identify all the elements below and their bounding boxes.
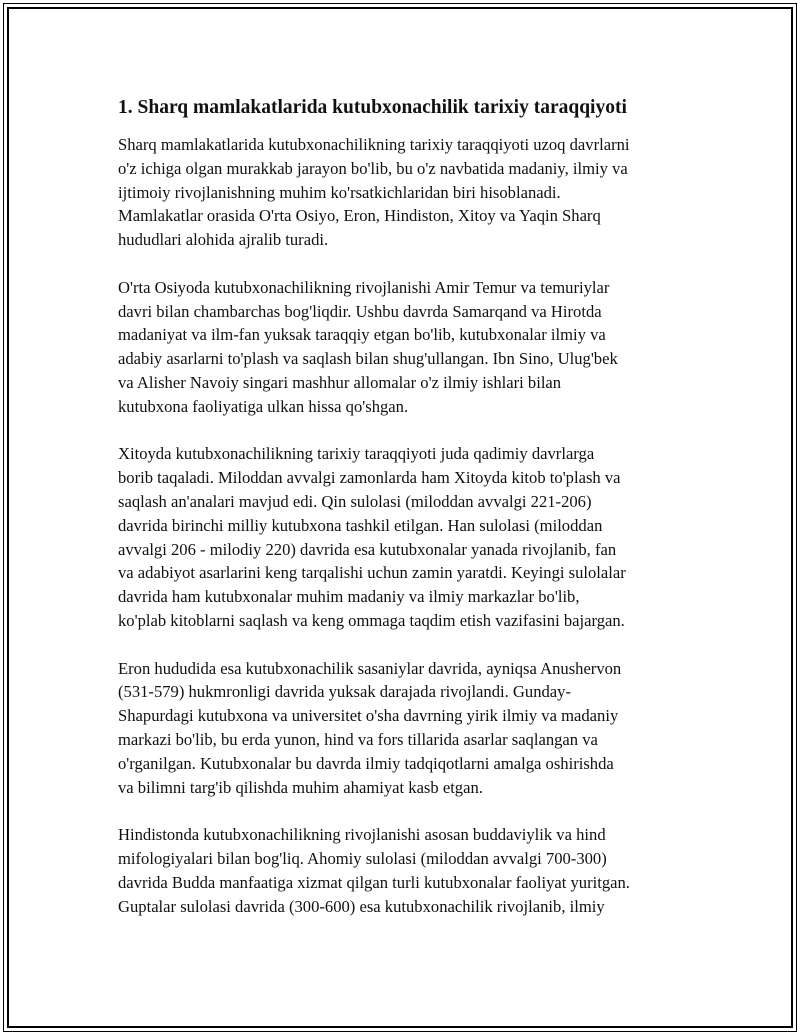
text-line: kutubxona faoliyatiga ulkan hissa qo'shgan. (118, 396, 409, 416)
text-line: O'rta Osiyoda kutubxonachilikning rivojlanishi Amir Temur va temuriylar (118, 277, 610, 297)
text-line: Eron hududida esa kutubxonachilik sasaniylar davrida, ayniqsa Anushervon (118, 658, 622, 678)
text-line: (531-579) hukmronligi davrida yuksak darajada rivojlandi. Gunday- (118, 682, 571, 702)
document-body (118, 96, 694, 942)
text-line: va bilimni targ'ib qilishda muhim ahamiyat kasb etgan. (118, 777, 483, 797)
paragraph (118, 657, 694, 800)
paragraph (118, 823, 694, 918)
text-line: mifologiyalari bilan bog'liq. Ahomiy sulolasi (miloddan avvalgi 700-300) (118, 848, 607, 868)
text-line: adabiy asarlarni to'plash va saqlash bilan shug'ullangan. Ibn Sino, Ulug'bek (118, 349, 618, 369)
text-line: Xitoyda kutubxonachilikning tarixiy taraqqiyoti juda qadimiy davrlarga (118, 444, 595, 464)
text-line: madaniyat va ilm-fan yuksak taraqqiy etgan bo'lib, kutubxonalar ilmiy va (118, 325, 606, 345)
text-line: markazi bo'lib, bu erda yunon, hind va fors tillarida asarlar saqlangan va (118, 729, 598, 749)
text-line: Sharq mamlakatlarida kutubxonachilikning tarixiy taraqqiyoti uzoq davrlarni (118, 135, 630, 154)
text-line: hududlari alohida ajralib turadi. (118, 230, 329, 250)
text-line: va adabiyot asarlarini keng tarqalishi uchun zamin yaratdi. Keyingi sulolalar (118, 563, 626, 583)
paragraph (118, 133, 694, 252)
text-line: borib taqaladi. Miloddan avvalgi zamonlarda ham Xitoyda kitob to'plash va (118, 468, 621, 488)
text-line: Mamlakatlar orasida O'rta Osiyo, Eron, Hindiston, Xitoy va Yaqin Sharq (118, 206, 601, 226)
text-line: davrida birinchi milliy kutubxona tashkil etilgan. Han sulolasi (miloddan (118, 515, 603, 535)
text-line: o'z ichiga olgan murakkab jarayon bo'lib, bu o'z navbatida madaniy, ilmiy va (118, 158, 628, 178)
text-line: Hindistonda kutubxonachilikning rivojlanishi asosan buddaviylik va hind (118, 825, 606, 845)
text-line: davrida Budda manfaatiga xizmat qilgan turli kutubxonalar faoliyat yuritgan. (118, 872, 630, 892)
paragraph-list (118, 133, 694, 918)
text-line: ijtimoiy rivojlanishning muhim ko'rsatkichlaridan biri hisoblanadi. (118, 182, 561, 202)
text-line: ko'plab kitoblarni saqlash va keng ommaga taqdim etish vazifasini bajargan. (118, 610, 625, 630)
text-line: o'rganilgan. Kutubxonalar bu davrda ilmiy tadqiqotlarni amalga oshirishda (118, 753, 614, 773)
text-line: va Alisher Navoiy singari mashhur allomalar o'z ilmiy ishlari bilan (118, 372, 562, 392)
text-line: Guptalar sulolasi davrida (300-600) esa kutubxonachilik rivojlanib, ilmiy (118, 896, 605, 916)
paragraph (118, 442, 694, 632)
text-line: saqlash an'analari mavjud edi. Qin sulolasi (miloddan avvalgi 221-206) (118, 491, 592, 511)
text-line: Shapurdagi kutubxona va universitet o'sha davrning yirik ilmiy va madaniy (118, 706, 619, 726)
text-line: davri bilan chambarchas bog'liqdir. Ushbu davrda Samarqand va Hirotda (118, 301, 602, 321)
document-title: 1. Sharq mamlakatlarida kutubxonachilik tarixiy taraqqiyoti (118, 97, 627, 118)
text-line: avvalgi 206 - milodiy 220) davrida esa kutubxonalar yanada rivojlanib, fan (118, 539, 617, 559)
text-line: davrida ham kutubxonalar muhim madaniy va ilmiy markazlar bo'lib, (118, 587, 580, 607)
paragraph (118, 276, 694, 419)
